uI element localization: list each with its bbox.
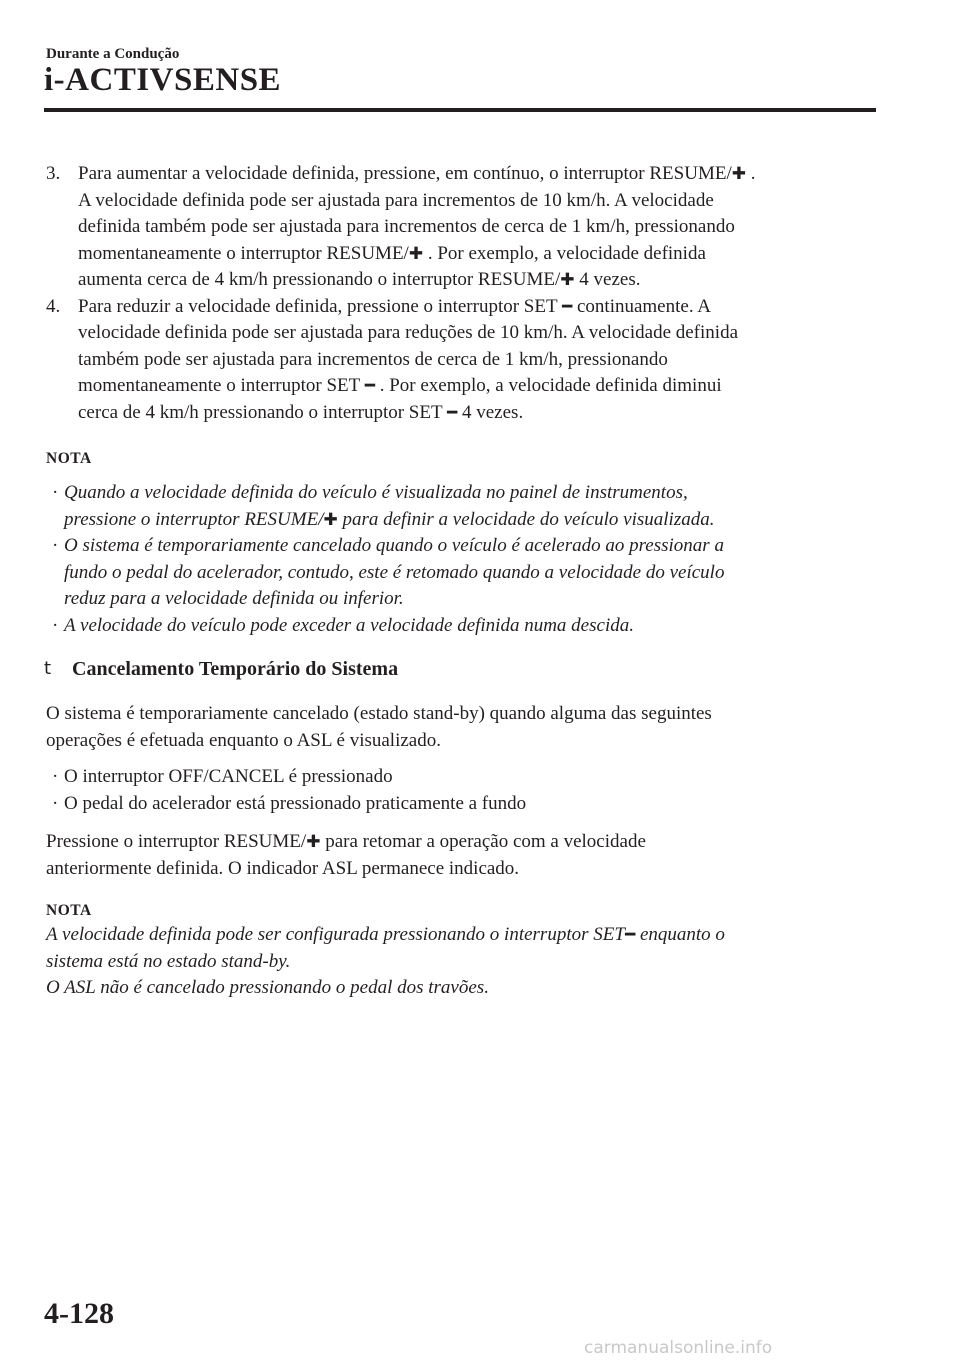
note-heading: NOTA: [46, 450, 92, 467]
note-text: A velocidade definida pode ser configurada pressionando o interruptor SET: [46, 924, 625, 945]
note-text: reduz para a velocidade definida ou inferior.: [64, 588, 404, 609]
plus-icon: ✚: [323, 509, 338, 530]
paragraph: [46, 829, 876, 882]
step-text: definida também pode ser ajustada para incrementos de cerca de 1 km/h, pressionando: [78, 216, 735, 237]
chapter-title: i-ACTIVSENSE: [44, 62, 282, 98]
note-text: A velocidade do veículo pode exceder a velocidade definida numa descida.: [64, 614, 634, 636]
note-text: enquanto o: [635, 924, 725, 945]
step-text: continuamente. A: [572, 295, 712, 317]
note-text-block: [46, 922, 876, 1002]
step-4: [46, 294, 876, 427]
bullet-dot: ·: [52, 482, 59, 503]
step-number: 3.: [46, 163, 61, 184]
plus-icon: ✚: [560, 270, 575, 290]
step-text: 4 vezes.: [457, 401, 524, 423]
page-number: 4-128: [44, 1297, 114, 1330]
paragraph-line: operações é efetuada enquanto o ASL é visualizado.: [46, 729, 441, 751]
bullet-dot: ·: [52, 614, 59, 636]
list-item-text: O pedal do acelerador está pressionado praticamente a fundo: [64, 792, 527, 814]
step-text: .: [745, 163, 756, 184]
step-text: velocidade definida pode ser ajustada para reduções de 10 km/h. A velocidade definida: [78, 322, 738, 343]
note-list: [46, 480, 876, 639]
bullet-dot: ·: [52, 766, 59, 787]
note-bullet: [46, 480, 876, 533]
steps-list: [46, 161, 876, 426]
step-text: cerca de 4 km/h pressionando o interruptor SET: [78, 401, 447, 423]
note-bullet: [46, 613, 876, 640]
minus-icon: ━: [624, 925, 636, 945]
step-text: aumenta cerca de 4 km/h pressionando o interruptor RESUME/: [78, 269, 561, 290]
note-text: sistema está no estado stand-by.: [46, 950, 291, 972]
minus-icon: ━: [364, 376, 375, 396]
minus-icon: ━: [447, 402, 458, 423]
section-label: Durante a Condução: [46, 46, 180, 62]
step-3: [46, 161, 876, 294]
paragraph-line: Pressione o interruptor RESUME/: [46, 831, 307, 852]
list-item: [46, 764, 876, 791]
plus-icon: ✚: [408, 243, 424, 264]
note-text: fundo o pedal do acelerador, contudo, este é retomado quando a velocidade do veículo: [64, 561, 725, 583]
list-item-text: O interruptor OFF/CANCEL é pressionado: [64, 766, 393, 787]
step-text: . Por exemplo, a velocidade definida diminui: [374, 375, 722, 396]
paragraph-line: para retomar a operação com a velocidade: [320, 831, 646, 852]
paragraph: [46, 701, 876, 754]
step-number: 4.: [46, 295, 61, 317]
section-heading-text: Cancelamento Temporário do Sistema: [72, 658, 399, 680]
step-text: momentaneamente o interruptor SET: [78, 375, 365, 396]
plus-icon: ✚: [306, 832, 321, 852]
header-divider: [44, 108, 876, 112]
paragraph-line: O sistema é temporariamente cancelado (estado stand-by) quando alguma das seguintes: [46, 703, 712, 724]
watermark: carmanualsonline.info: [584, 1338, 773, 1358]
note-text: pressione o interruptor RESUME/: [64, 508, 324, 530]
section-marker-icon: t: [44, 658, 52, 679]
note-text: O sistema é temporariamente cancelado quando o veículo é acelerado ao pressionar a: [64, 535, 724, 556]
step-text: também pode ser ajustada para incrementos de cerca de 1 km/h, pressionando: [78, 348, 668, 370]
step-text: momentaneamente o interruptor RESUME/: [78, 242, 409, 264]
bullet-dot: ·: [52, 535, 59, 556]
step-text: Para reduzir a velocidade definida, pressione o interruptor SET: [78, 295, 562, 317]
step-text: . Por exemplo, a velocidade definida: [423, 242, 706, 264]
note-text: para definir a velocidade do veículo visualizada.: [337, 508, 715, 530]
plus-icon: ✚: [731, 164, 746, 184]
step-text: 4 vezes.: [574, 269, 641, 290]
step-text: A velocidade definida pode ser ajustada para incrementos de 10 km/h. A velocidade: [78, 189, 714, 211]
minus-icon: ━: [561, 296, 573, 317]
note-heading: NOTA: [46, 902, 92, 919]
bullet-dot: ·: [52, 792, 59, 814]
note-bullet: [46, 533, 876, 613]
list-item: [46, 791, 876, 818]
note-text: O ASL não é cancelado pressionando o pedal dos travões.: [46, 977, 489, 998]
note-text: Quando a velocidade definida do veículo é visualizada no painel de instrumentos,: [64, 482, 688, 503]
paragraph-line: anteriormente definida. O indicador ASL permanece indicado.: [46, 857, 520, 879]
step-text: Para aumentar a velocidade definida, pressione, em contínuo, o interruptor RESUME/: [78, 163, 732, 184]
section-heading: [46, 656, 902, 683]
bullet-list: [46, 764, 876, 817]
